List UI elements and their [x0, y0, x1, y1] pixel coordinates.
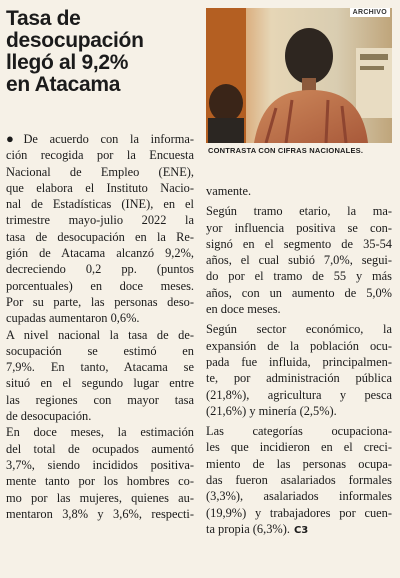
text-line: (3,3%), asalariados informales	[206, 489, 392, 504]
text-line: las regiones con mayor tasa	[6, 392, 194, 407]
text-line: porcentuales) en doce meses.	[6, 278, 194, 293]
text-line: tasa de desocupación en la Re-	[6, 229, 194, 244]
headline-line: llegó al 9,2%	[6, 51, 129, 74]
text-line: signó en el segmento de 35-54	[206, 236, 392, 251]
article-photo	[206, 8, 392, 143]
text-line: del total de ocupados aumentó	[6, 441, 194, 456]
text-line: que elabora el Instituto Nacio-	[6, 180, 194, 195]
article-column-2	[206, 183, 392, 539]
text-line: situó en el segundo lugar entre	[6, 376, 194, 391]
text-line: ta propia (6,3%). C3	[206, 521, 309, 536]
text-line: nal de Estadísticas (INE), en el	[6, 197, 194, 212]
text-line: de desocupación.	[6, 409, 92, 424]
text-line: 3,7%, siendo incididos positiva-	[6, 457, 194, 472]
text-line: vamente.	[206, 184, 252, 198]
text-line: ●De acuerdo con la informa-	[6, 131, 194, 146]
text-line: socupación se estimó en	[6, 343, 194, 358]
headline-line: Tasa de	[6, 7, 81, 30]
text-line: decreciendo 0,2 pp. (puntos	[6, 262, 194, 277]
end-mark: C3	[293, 524, 309, 536]
text-line: gión de Atacama alcanzó 9,2%,	[6, 246, 194, 261]
text-line: Por su parte, las personas deso-	[6, 294, 194, 309]
text-line: En doce meses, la estimación	[6, 425, 194, 440]
text-line: en doce meses.	[206, 302, 281, 317]
text-line: mo por las mujeres, quienes au-	[6, 490, 194, 505]
text-line: cupadas aumentaron 0,6%.	[6, 311, 140, 326]
text-line: (19,9%) y trabajadores por cuen-	[206, 505, 392, 520]
text-line: años, con un aumento de 5,0%	[206, 285, 392, 300]
bullet-icon: ●	[6, 131, 23, 146]
photo-image	[206, 8, 392, 143]
text-line: 7,9%. En tanto, Atacama se	[6, 360, 194, 375]
photo-credit: ARCHIVO	[350, 8, 390, 17]
photo-caption: CONTRASTA CON CIFRAS NACIONALES.	[208, 146, 364, 155]
text-line: les que incidieron en el creci-	[206, 440, 392, 455]
text-line: te, por administración pública	[206, 371, 392, 386]
text-line: mente tanto por los hombres co-	[6, 474, 194, 489]
text-line: A nivel nacional la tasa de de-	[6, 327, 194, 342]
text-line: das fueron asalariados formales	[206, 473, 392, 488]
text-line: años, el cual subió 7,0%, segui-	[206, 253, 392, 268]
text-line: ción recogida por la Encuesta	[6, 148, 194, 163]
text-line: Las categorías ocupaciona-	[206, 424, 392, 439]
headline-line: desocupación	[6, 29, 144, 52]
text-line: mentaron 3,8% y 3,6%, respecti-	[6, 506, 194, 521]
article-headline	[6, 8, 196, 96]
text-line: Según tramo etario, la ma-	[206, 204, 392, 219]
text-line: Según sector económico, la	[206, 322, 392, 337]
text-line: miento de las personas ocupa-	[206, 456, 392, 471]
text-line: yor influencia positiva se con-	[206, 220, 392, 235]
text-line: trimestre mayo-julio 2022 la	[6, 213, 194, 228]
text-line: Nacional de Empleo (ENE),	[6, 164, 194, 179]
headline-line: en Atacama	[6, 73, 121, 96]
article-column-1	[6, 131, 194, 522]
text-line: (21,8%), agricultura y pesca	[206, 387, 392, 402]
text-line: expansión de la población ocu-	[206, 338, 392, 353]
text-line: do por el tramo de 55 y más	[206, 269, 392, 284]
text-line: (21,6%) y minería (2,5%).	[206, 403, 337, 418]
text-line: pada fue influida, principalmen-	[206, 354, 392, 369]
